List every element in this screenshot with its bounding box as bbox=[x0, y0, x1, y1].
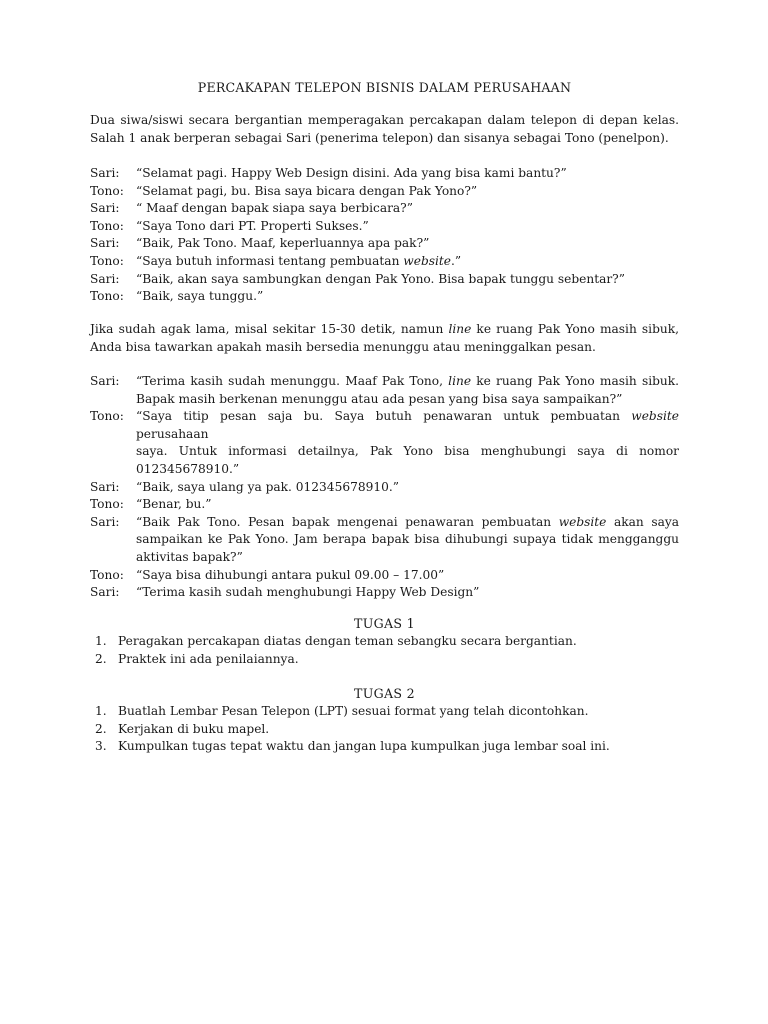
utterance: “Saya titip pesan saja bu. Saya butuh penawaran untuk pembuatan website perusahaan saya. Untuk informasi detailnya, Pak Yono bisa menghubungi saya di nomor 012345678910.” bbox=[136, 409, 679, 476]
utterance: “Saya Tono dari PT. Properti Sukses.” bbox=[136, 218, 369, 233]
document-title: PERCAKAPAN TELEPON BISNIS DALAM PERUSAHAAN bbox=[197, 80, 572, 95]
intro-line-2: Salah 1 anak berperan sebagai Sari (penerima telepon) dan sisanya sebagai Tono (penelpon). bbox=[90, 130, 669, 145]
speaker-label: Sari: bbox=[90, 585, 120, 600]
utterance: “Selamat pagi, bu. Bisa saya bicara dengan Pak Yono?” bbox=[136, 183, 478, 198]
speaker-label: Sari: bbox=[90, 479, 120, 494]
dialog-turn bbox=[90, 479, 679, 497]
utterance: “Selamat pagi. Happy Web Design disini. Ada yang bisa kami bantu?” bbox=[136, 166, 567, 180]
utterance: “Baik, saya tunggu.” bbox=[136, 289, 264, 304]
speaker-label: Tono: bbox=[90, 289, 124, 304]
utterance: “Baik, saya ulang ya pak. 012345678910.” bbox=[136, 479, 399, 494]
list-item bbox=[90, 651, 679, 669]
dialog-turn bbox=[90, 567, 679, 585]
speaker-label: Sari: bbox=[90, 166, 120, 180]
dialog-turn bbox=[90, 253, 679, 271]
emphasis-website: website bbox=[558, 514, 607, 529]
intro-paragraph bbox=[90, 112, 679, 147]
utterance: “Benar, bu.” bbox=[136, 497, 212, 512]
emphasis-line: line bbox=[448, 374, 472, 388]
list-number: 3. bbox=[95, 739, 107, 754]
tugas-1-list bbox=[90, 633, 679, 668]
dialog-turn bbox=[90, 271, 679, 289]
utterance: “ Maaf dengan bapak siapa saya berbicara?” bbox=[136, 201, 413, 216]
list-text: Praktek ini ada penilaiannya. bbox=[118, 651, 299, 666]
tugas-2-heading: TUGAS 2 bbox=[354, 686, 415, 701]
dialog-turn bbox=[90, 288, 679, 306]
emphasis-line: line bbox=[448, 322, 472, 336]
list-text: Peragakan percakapan diatas dengan teman sebangku secara bergantian. bbox=[118, 634, 577, 648]
speaker-label: Sari: bbox=[90, 201, 120, 216]
list-item bbox=[90, 633, 679, 651]
emphasis-website: website bbox=[631, 409, 679, 424]
speaker-label: Sari: bbox=[90, 374, 120, 388]
tugas-2-list bbox=[90, 703, 679, 756]
list-text: Kerjakan di buku mapel. bbox=[118, 721, 270, 736]
middle-line-1: Jika sudah agak lama, misal sekitar 15-30 detik, namun line ke ruang Pak Yono masih sibuk, bbox=[90, 322, 679, 336]
utterance: “Saya bisa dihubungi antara pukul 09.00 – 17.00” bbox=[136, 567, 445, 582]
dialog-turn bbox=[90, 496, 679, 514]
dialog-turn bbox=[90, 218, 679, 236]
list-item bbox=[90, 703, 679, 721]
list-number: 1. bbox=[95, 704, 107, 718]
tugas-1-heading: TUGAS 1 bbox=[354, 616, 415, 631]
speaker-label: Tono: bbox=[90, 183, 124, 198]
dialog-turn bbox=[90, 373, 679, 408]
dialog-turn bbox=[90, 584, 679, 602]
speaker-label: Tono: bbox=[90, 409, 124, 424]
emphasis-website: website bbox=[403, 253, 452, 268]
speaker-label: Tono: bbox=[90, 567, 124, 582]
dialog-turn bbox=[90, 183, 679, 201]
dialog-turn bbox=[90, 235, 679, 253]
speaker-label: Sari: bbox=[90, 514, 120, 529]
list-number: 2. bbox=[95, 651, 107, 666]
utterance: “Baik, Pak Tono. Maaf, keperluannya apa pak?” bbox=[136, 236, 430, 251]
list-number: 2. bbox=[95, 721, 107, 736]
speaker-label: Tono: bbox=[90, 218, 124, 233]
dialog-turn bbox=[90, 200, 679, 218]
list-item bbox=[90, 721, 679, 739]
dialog-part-2 bbox=[90, 373, 679, 602]
speaker-label: Sari: bbox=[90, 236, 120, 251]
dialog-turn bbox=[90, 514, 679, 567]
utterance: “Terima kasih sudah menunggu. Maaf Pak Tono, line ke ruang Pak Yono masih sibuk. Bapak masih berkenan menunggu atau ada pesan yang bisa saya sampaikan?” bbox=[136, 374, 680, 406]
middle-paragraph bbox=[90, 321, 679, 356]
utterance: “Baik Pak Tono. Pesan bapak mengenai penawaran pembuatan website akan saya sampaikan ke Pak Yono. Jam berapa bapak bisa dihubungi supaya tidak mengganggu aktivitas bapak?” bbox=[136, 514, 679, 564]
dialog-turn bbox=[90, 165, 679, 183]
list-number: 1. bbox=[95, 634, 107, 648]
list-text: Kumpulkan tugas tepat waktu dan jangan lupa kumpulkan juga lembar soal ini. bbox=[118, 739, 610, 754]
utterance: “Saya butuh informasi tentang pembuatan website.” bbox=[136, 253, 462, 268]
list-text: Buatlah Lembar Pesan Telepon (LPT) sesuai format yang telah dicontohkan. bbox=[118, 704, 589, 718]
middle-line-2: Anda bisa tawarkan apakah masih bersedia menunggu atau meninggalkan pesan. bbox=[90, 339, 596, 354]
list-item bbox=[90, 738, 679, 756]
intro-line-1: Dua siwa/siswi secara bergantian memperagakan percakapan dalam telepon di depan kelas. bbox=[90, 113, 679, 127]
speaker-label: Tono: bbox=[90, 253, 124, 268]
speaker-label: Sari: bbox=[90, 271, 120, 286]
dialog-part-1 bbox=[90, 165, 679, 306]
utterance: “Baik, akan saya sambungkan dengan Pak Yono. Bisa bapak tunggu sebentar?” bbox=[136, 271, 625, 286]
utterance: “Terima kasih sudah menghubungi Happy Web Design” bbox=[136, 585, 480, 600]
speaker-label: Tono: bbox=[90, 497, 124, 512]
dialog-turn bbox=[90, 408, 679, 478]
